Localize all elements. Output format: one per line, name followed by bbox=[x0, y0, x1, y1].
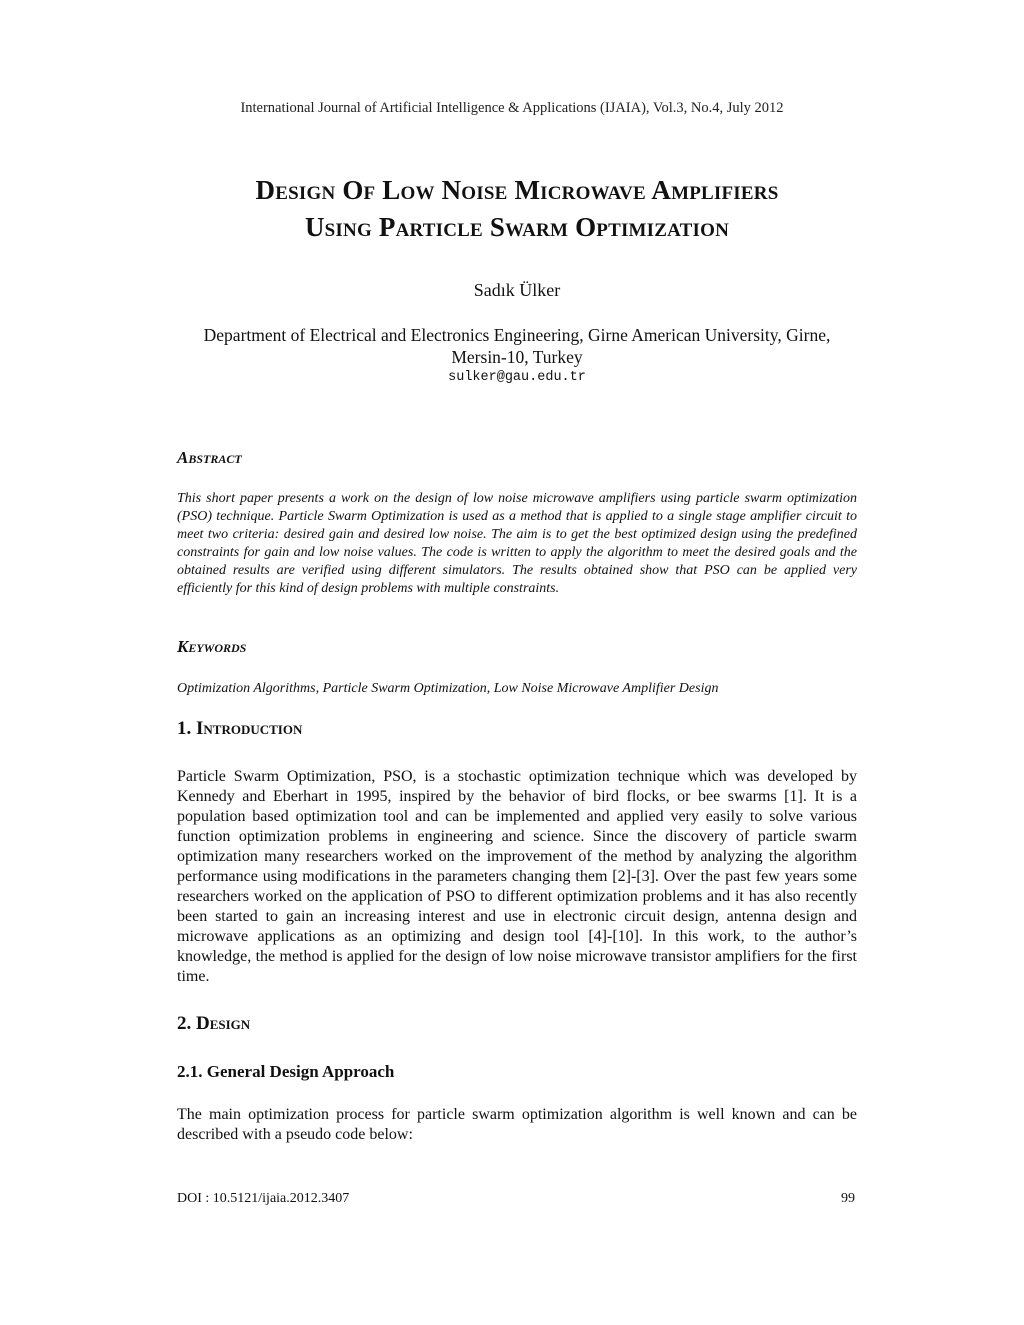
introduction-heading: 1. Introduction bbox=[177, 718, 303, 739]
keywords-text: Optimization Algorithms, Particle Swarm Optimization, Low Noise Microwave Amplifier Design bbox=[177, 681, 719, 696]
abstract-heading: Abstract bbox=[177, 448, 242, 467]
abstract-text: This short paper presents a work on the design of low noise microwave amplifiers using particle swarm optimization (PSO) technique. Particle Swarm Optimization is used as a method that is applied to a single stage amplifier circuit to meet two criteria: desired gain and desired low noise. The aim is to get the best optimized design using the predefined constraints for gain and low noise values. The code is written to apply the algorithm to meet the desired goals and the obtained results are verified using different simulators. The results obtained show that PSO can be applied very efficiently for this kind of design problems with multiple constraints. bbox=[177, 491, 857, 596]
design-heading: 2. Design bbox=[177, 1013, 251, 1034]
doi-footer: DOI : 10.5121/ijaia.2012.3407 bbox=[177, 1191, 350, 1206]
author-name: Sadık Ülker bbox=[473, 280, 561, 300]
author-email: sulker@gau.edu.tr bbox=[448, 370, 586, 385]
running-header: International Journal of Artificial Intelligence & Applications (IJAIA), Vol.3, No.4, July 2012 bbox=[240, 100, 784, 116]
design-text: The main optimization process for particle swarm optimization algorithm is well known and can be described with a pseudo code below: bbox=[177, 1106, 857, 1143]
page-number: 99 bbox=[841, 1191, 855, 1206]
introduction-text: Particle Swarm Optimization, PSO, is a stochastic optimization technique which was developed by Kennedy and Eberhart in 1995, inspired by the behavior of bird flocks, or bee swarms [1]. It is a population based optimization tool and can be implemented and applied very easily to solve various function optimization problems in engineering and science. Since the discovery of particle swarm optimization many researchers worked on the improvement of the method by analyzing the algorithm performance using modifications in the parameters changing them [2]-[3]. Over the past few years some researchers worked on the application of PSO to different optimization problems and it has also recently been started to gain an increasing interest and use in electronic circuit design, antenna design and microwave applications as an optimizing and design tool [4]-[10]. In this work, to the author’s knowledge, the method is applied for the design of low noise microwave transistor amplifiers for the first time. bbox=[177, 768, 857, 985]
paper-title-line-1: Design Of Low Noise Microwave Amplifiers bbox=[255, 175, 779, 205]
affiliation-line-2: Mersin-10, Turkey bbox=[451, 347, 583, 367]
keywords-heading: Keywords bbox=[177, 637, 247, 656]
paper-title-line-2: Using Particle Swarm Optimization bbox=[304, 212, 730, 242]
general-design-approach-heading: 2.1. General Design Approach bbox=[177, 1062, 395, 1081]
author-affiliation bbox=[160, 324, 874, 368]
paper-title bbox=[120, 172, 914, 246]
affiliation-line-1: Department of Electrical and Electronics Engineering, Girne American University, Girne, bbox=[203, 325, 831, 345]
